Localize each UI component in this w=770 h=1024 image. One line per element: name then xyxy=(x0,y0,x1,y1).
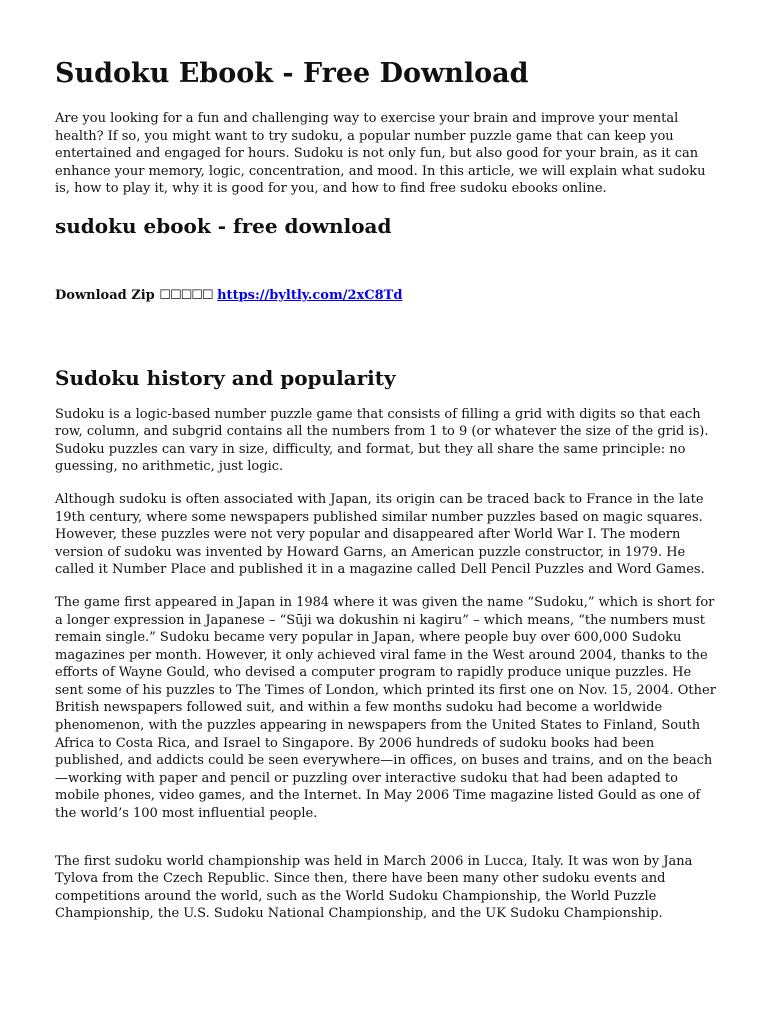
history-paragraph-1: Sudoku is a logic-based number puzzle game that consists of filling a grid with digits so that each row, column, and subgrid contains all the numbers from 1 to 9 (or whatever the size of the grid is). Sudoku puzzles can vary in size, difficulty, and format, but they all share the same principle: no guessing, no arithmetic, just logic. xyxy=(55,406,709,475)
page-title: Sudoku Ebook - Free Download xyxy=(55,58,529,89)
download-line xyxy=(55,287,716,305)
download-glyphs: ☐☐☐☐☐ xyxy=(159,287,213,303)
section-heading-history: Sudoku history and popularity xyxy=(55,365,396,390)
section-heading-ebook: sudoku ebook - free download xyxy=(55,213,392,238)
history-paragraph-2: Although sudoku is often associated with Japan, its origin can be traced back to France in the late 19th century, where some newspapers published similar number puzzles based on magic squares. However, these puzzles were not very popular and disappeared after World War I. The modern version of sudoku was invented by Howard Garns, an American puzzle constructor, in 1979. He called it Number Place and published it in a magazine called Dell Pencil Puzzles and Word Games. xyxy=(55,491,705,578)
download-label: Download Zip xyxy=(55,287,155,303)
download-link[interactable]: https://byltly.com/2xC8Td xyxy=(217,287,403,303)
history-paragraph-3: The game first appeared in Japan in 1984 where it was given the name “Sudoku,” which is short for a longer expression in Japanese – “Sūji wa dokushin ni kagiru” – which means, “the numbers must remain single.” Sudoku became very popular in Japan, where people buy over 600,000 Sudoku magazines per month. However, it only achieved viral fame in the West around 2004, thanks to the efforts of Wayne Gould, who devised a computer program to rapidly produce unique puzzles. He sent some of his puzzles to The Times of London, which printed its first one on Nov. 15, 2004. Other British newspapers followed suit, and within a few months sudoku had become a worldwide phenomenon, with the puzzles appearing in newspapers from the United States to Finland, South Africa to Costa Rica, and Israel to Singapore. By 2006 hundreds of sudoku books had been published, and addicts could be seen everywhere—in offices, on buses and trains, and on the beach—working with paper and pencil or puzzling over interactive sudoku that had been adapted to mobile phones, video games, and the Internet. In May 2006 Time magazine listed Gould as one of the world’s 100 most influential people. xyxy=(55,594,716,822)
history-paragraph-4: The first sudoku world championship was held in March 2006 in Lucca, Italy. It was won by Jana Tylova from the Czech Republic. Since then, there have been many other sudoku events and competitions around the world, such as the World Sudoku Championship, the World Puzzle Championship, the U.S. Sudoku National Championship, and the UK Sudoku Championship. xyxy=(55,853,693,922)
intro-paragraph: Are you looking for a fun and challenging way to exercise your brain and improve your mental health? If so, you might want to try sudoku, a popular number puzzle game that can keep you entertained and engaged for hours. Sudoku is not only fun, but also good for your brain, as it can enhance your memory, logic, concentration, and mood. In this article, we will explain what sudoku is, how to play it, why it is good for you, and how to find free sudoku ebooks online. xyxy=(55,111,706,197)
